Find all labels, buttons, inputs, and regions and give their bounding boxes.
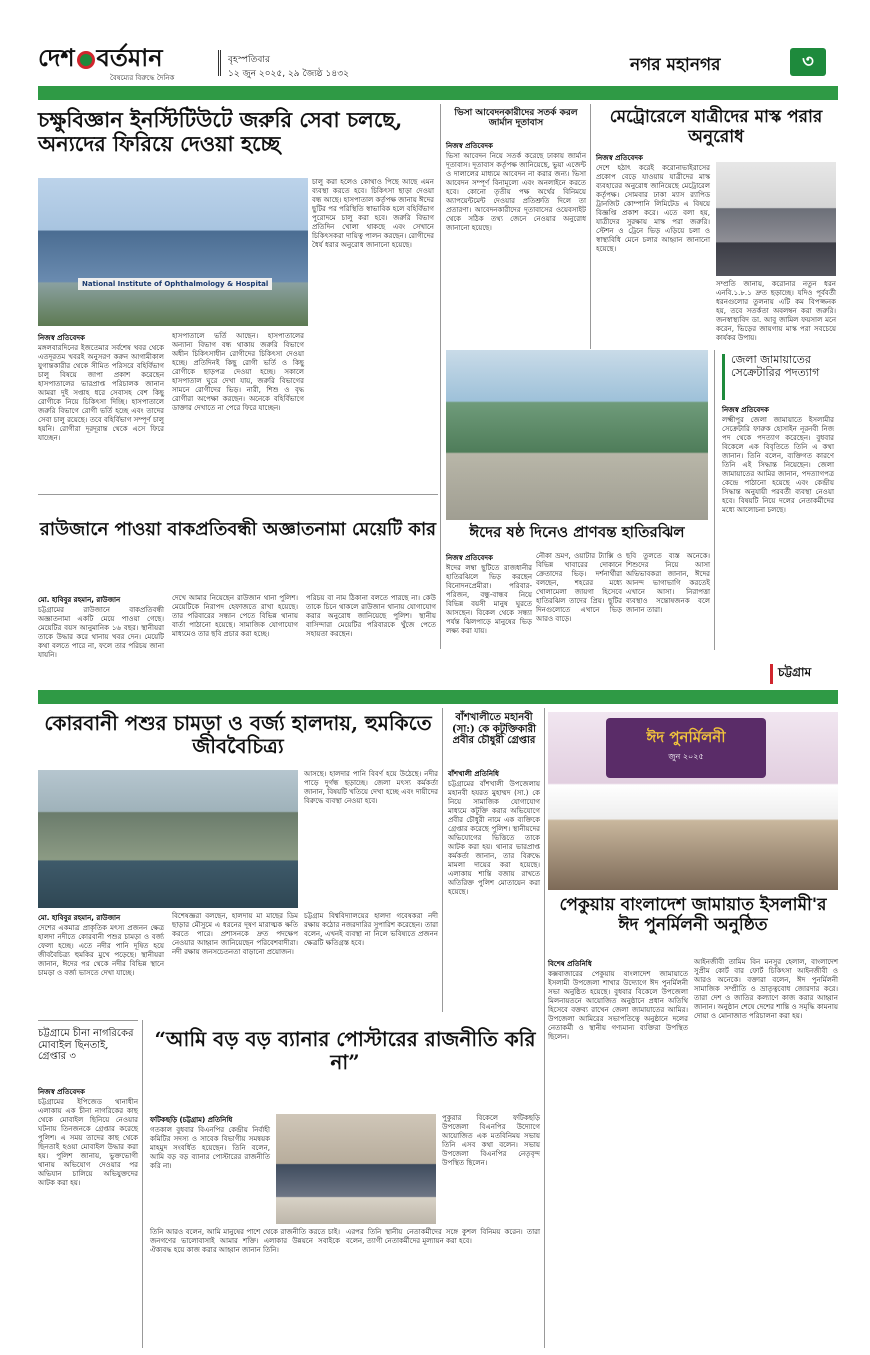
raozan-body2: দেখে আমার নিয়েছেন রাউজান থানা পুলিশ। মেয়েটিকে নিরাপদ হেফাজতে রাখা হয়েছে। তার পরিবারের সন্ধান পেতে বিভিন্ন থানায় বার্তা পাঠানো হয়েছে। সামাজিক যোগাযোগ মাধ্যমেও তার ছবি প্রচার করা হচ্ছে। [172,594,298,638]
pekua-photo [548,712,838,890]
halda-headline: কোরবানী পশুর চামড়া ও বর্জ্য হালদায়, হুমকিতে জীববৈচিত্র্য [44,711,432,758]
visa-headline: ভিসা আবেদনকারীদের সতর্ক করল জার্মান দূতাবাস [454,108,578,129]
building-sign-text: National Institute of Ophthalmology & Hospital [82,280,269,288]
masthead [0,0,870,80]
jamaat-secretary-headline [722,354,834,400]
poster-body4: এরপর তিনি স্থানীয় নেতাকর্মীদের সঙ্গে কুশল বিনিময় করেন। তারা বলেন, ত্যাগী নেতাকর্মীদের মূল্যায়ন করা হবে। [346,1228,540,1245]
halda-photo [38,770,298,908]
chattogram-section-text: চট্টগ্রাম [778,665,812,679]
logo-left-text: দেশ [38,43,75,72]
hatirjheel-body3: ছবি তুলতে ব্যস্ত অনেকে। শিশুদের নিয়ে আসা অভিভাবকরা জানান, ঈদের আনন্দ ভাগাভাগি করতেই এখানে আসা। নিরাপত্তা ব্যবস্থাও সন্তোষজনক বলে জানান তারা। [626,552,710,614]
hatirjheel-byline: নিজস্ব প্রতিবেদক [446,554,493,562]
divider [590,104,591,349]
chattogram-section-label [770,664,811,684]
halda-body4: চট্টগ্রাম বিশ্ববিদ্যালয়ের হালদা গবেষকরা নদী রক্ষায় কঠোর নজরদারির সুপারিশ করেছেন। তারা বলেন, এখনই ব্যবস্থা না নিলে ভবিষ্যতে প্রজনন ক্ষেত্রটি ক্ষতিগ্রস্ত হবে। [304,912,438,947]
halda-body3: আসছে। হালদার পানি বিবর্ণ হয়ে উঠেছে। নদীর পাড়ে দুর্গন্ধ ছড়াচ্ছে। জেলা মৎস্য কর্মকর্তা জানান, বিষয়টি খতিয়ে দেখা হচ্ছে এবং দায়ীদের বিরুদ্ধে ব্যবস্থা নেওয়া হবে। [304,770,438,805]
masthead-divider [218,50,221,76]
pekua-body2: আইনজীবী তামিম বিন মনসুর হেলাল, বাংলাদেশ সুপ্রীম কোর্ট বার ফোর্ট চিকিৎসা আইনজীবী ও আরও অনেকে। বক্তারা বলেন, ঈদ পুনর্মিলনী সামাজিক সম্প্রীতি ও ভ্রাতৃত্ববোধ জোরদার করে। তারা দেশ ও জাতির কল্যাণে কাজ করার আহ্বান জানান। অনুষ্ঠান শেষে দেশের শান্তি ও সমৃদ্ধি কামনায় দোয়া ও মোনাজাত পরিচালনা করা হয়। [694,958,838,1020]
raozan-headline: রাউজানে পাওয়া বাকপ্রতিবন্ধী অজ্ঞাতনামা মেয়েটি কার [39,519,437,540]
halda-body2: বিশেষজ্ঞরা বলছেন, হালদায় মা মাছের ডিম ছাড়ার মৌসুমে এ ধরনের দূষণ মারাত্মক ক্ষতি করতে পারে। প্রশাসনকে দ্রুত পদক্ষেপ নেওয়ার আহ্বান জানিয়েছেন পরিবেশবাদীরা। নদী রক্ষায় জনসচেতনতা বাড়ানো প্রয়োজন। [172,912,298,956]
halda-byline: মো. হাবিবুর রহমান, রাউজান [38,914,121,922]
logo-circle-icon [77,51,95,69]
jamaat-secretary-byline: নিজস্ব প্রতিবেদক [722,406,769,414]
poster-byline: ফটিকছড়ি (চট্টগ্রাম) প্রতিনিধি [150,1116,233,1124]
banshkhali-byline: বাঁশখালী প্রতিনিধি [448,770,499,778]
poster-body3: পুকুরার বিকেলে ফটিকছড়ি উপজেলা বিএনপির উদ্যোগে আয়োজিত এক মতবিনিময় সভায় তিনি এসব কথা বলেন। সভায় উপজেলা বিএনপির নেতৃবৃন্দ উপস্থিত ছিলেন। [442,1114,540,1167]
china-byline: নিজস্ব প্রতিবেদক [38,1088,85,1096]
raozan-byline: মো. হাবিবুর রহমান, রাউজান [38,596,121,604]
divider [142,1020,143,1348]
section-title: নগর মহানগর [630,55,721,75]
poster-headline: “আমি বড় বড় ব্যানার পোস্টারের রাজনীতি করি না” [154,1027,536,1074]
eye-institute-headline: চক্ষুবিজ্ঞান ইনস্টিটিউটে জরুরি সেবা চলছে, অন্যদের ফিরিয়ে দেওয়া হচ্ছে [38,107,403,157]
eye-institute-col3: চালু করা হলেও কোথাও পিছে আছে এমন ব্যবস্থা করতে হবে। চিকিৎসা ছাড়া দেওয়া বন্ধ আছে। হাসপাতাল কর্তৃপক্ষ জানায় ঈদের ছুটির পর পরিস্থিতি স্বাভাবিক হলে বহির্বিভাগ পুরোদমে চালু করা হবে। জরুরি বিভাগ প্রতিদিন খোলা থাকছে এবং সেখানে চিকিৎসকরা দায়িত্ব পালন করছেন। রোগীদের ধৈর্য ধরার অনুরোধ জানানো হয়েছে। [312,178,435,249]
banner-date: জুন ২০২৫ [668,752,704,761]
divider [38,1020,138,1021]
metro-body2: সম্প্রতি জানায়, করোনার নতুন ধরন এনবি.১.৮.১ দ্রুত ছড়াচ্ছে। যদিও পূর্ববর্তী ধরনগুলোর তুলনায় এটি কম বিপজ্জনক হয়, তবে সতর্কতা অবলম্বন করা জরুরি। জনস্বাস্থ্যবিদ ডা. আবু জামিল ফয়সাল মনে করেন, ভিড়ের জায়গায় মাস্ক পরা সবচেয়ে কার্যকর উপায়। [716,280,836,342]
logo-right-text: বর্তমান [96,43,163,72]
metro-headline: মেট্রোরেলে যাত্রীদের মাস্ক পরার অনুরোধ [609,107,823,147]
hatirjheel-body1: ঈদের লম্বা ছুটিতে রাজধানীর হাতিরঝিলে ভিড় করছেন বিনোদনপ্রেমীরা। পরিবার-পরিজন, বন্ধু-বান্ধব নিয়ে বিভিন্ন বয়সী মানুষ ঘুরতে আসছেন। বিকেল থেকে সন্ধ্যা পর্যন্ত ঝিলপাড়ে মানুষের ভিড় লক্ষ্য করা যায়। [446,564,532,635]
divider [714,350,715,650]
hatirjheel-body2: নৌকা ভ্রমণ, ওয়াটার ট্যাক্সি ও বিভিন্ন খাবারের দোকানে ক্রেতাদের ভিড়। দর্শনার্থীরা বলছেন, শহরের মধ্যে খোলামেলা জায়গা হিসেবে হাতিরঝিল তাদের প্রিয়। ছুটির দিনগুলোতে এখানে ভিড় আরও বাড়ে। [536,552,622,623]
banner-title: ঈদ পুনর্মিলনী [646,728,726,746]
header-green-bar [38,86,838,100]
divider [442,708,443,1012]
raozan-body1: চট্টগ্রামের রাউজানে বাকপ্রতিবন্ধী অজ্ঞাতনামা একটি মেয়ে পাওয়া গেছে। মেয়েটির বয়স আনুমানিক ১৬ বছর। স্থানীয়রা তাকে উদ্ধার করে থানায় খবর দেন। মেয়েটি কথা বলতে পারে না, ফলে তার পরিচয় জানা যায়নি। [38,606,164,659]
eye-institute-photo [38,178,308,326]
visa-byline: নিজস্ব প্রতিবেদক [446,142,493,150]
banshkhali-body: চট্টগ্রামের বাঁশখালী উপজেলায় মহানবী হযরত মুহাম্মদ (সা.) কে নিয়ে সামাজিক যোগাযোগ মাধ্যমে কটূক্তি করার অভিযোগে প্রবীর চৌধুরী নামে এক ব্যক্তিকে গ্রেপ্তার করেছে পুলিশ। স্থানীয়দের অভিযোগের ভিত্তিতে তাকে আটক করা হয়। থানার ভারপ্রাপ্ত কর্মকর্তা জানান, তার বিরুদ্ধে মামলা দায়ের করা হয়েছে। এলাকায় শান্তি বজায় রাখতে অতিরিক্ত পুলিশ মোতায়েন করা হয়েছে। [448,780,540,896]
logo [38,43,163,72]
logo-tagline: বৈষম্যের বিরুদ্ধে দৈনিক [110,74,175,82]
hatirjheel-headline: ঈদের ষষ্ঠ দিনেও প্রাণবন্ত হাতিরঝিল [469,523,685,541]
metro-body1: দেশে হঠাৎ করেই করোনাভাইরাসের প্রকোপ বেড়ে যাওয়ায় যাত্রীদের মাস্ক ব্যবহারের অনুরোধ জানিয়েছে মেট্রোরেল কর্তৃপক্ষ। সোমবার ঢাকা ম্যাস র‍্যাপিড ট্রানজিট কোম্পানি লিমিটেড এ বিষয়ে বিজ্ঞপ্তি প্রকাশ করে। এতে বলা হয়, যাত্রীদের সুরক্ষায় মাস্ক পরা জরুরি। স্টেশন ও ট্রেনে ভিড় এড়িয়ে চলা ও স্বাস্থ্যবিধি মেনে চলার আহ্বান জানানো হয়েছে। [596,164,710,253]
banshkhali-headline: বাঁশখালীতে মহানবী (সা:) কে কটূক্তিকারী প্রবীর চৌধুরী গ্রেপ্তার [452,712,536,746]
divider [440,104,441,649]
pekua-headline: পেকুয়ায় বাংলাদেশ জামায়াত ইসলামী'র ঈদ পুনর্মিলনী অনুষ্ঠিত [559,895,827,935]
poster-photo [276,1114,436,1224]
metro-byline: নিজস্ব প্রতিবেদক [596,154,643,162]
metro-photo [716,162,836,276]
divider [544,708,545,1348]
hatirjheel-photo [446,350,708,520]
jamaat-secretary-headline-text: জেলা জামায়াতের সেক্রেটারির পদত্যাগ [731,353,820,379]
page-number-badge [790,48,826,76]
raozan-body3: পরিচয় বা নাম ঠিকানা বলতে পারছে না। কেউ তাকে চিনে থাকলে রাউজান থানায় যোগাযোগ করার অনুরোধ জানিয়েছে পুলিশ। স্থানীয় বাসিন্দারা মেয়েটির পরিবারকে খুঁজে পেতে সহায়তা করছেন। [306,594,436,638]
halda-body1: দেশের একমাত্র প্রাকৃতিক মৎস্য প্রজনন ক্ষেত্র হালদা নদীতে কোরবানী পশুর চামড়া ও বর্জ্য ফেলা হচ্ছে। এতে নদীর পানি দূষিত হয়ে জীববৈচিত্র্য হুমকির মুখে পড়েছে। স্থানীয়রা জানান, ঈদের পর থেকে নদীর বিভিন্ন স্থানে চামড়া ও বর্জ্য ভাসতে দেখা যাচ্ছে। [38,924,164,977]
eye-institute-byline: নিজস্ব প্রতিবেদক [38,334,85,342]
building-sign [78,278,272,290]
china-body: চট্টগ্রামের ইপিজেড থানাধীন এলাকায় এক চীনা নাগরিকের কাছ থেকে মোবাইল ছিনিয়ে নেওয়ার ঘটনায় তিনজনকে গ্রেপ্তার করেছে পুলিশ। এ সময় তাদের কাছ থেকে ছিনতাই হওয়া মোবাইল উদ্ধার করা হয়। পুলিশ জানায়, ভুক্তভোগী থানায় অভিযোগ দেওয়ার পর অভিযান চালিয়ে অভিযুক্তদের আটক করা হয়। [38,1098,138,1187]
issue-day: বৃহস্পতিবার [228,55,270,65]
jamaat-secretary-body: লক্ষ্মীপুর জেলা জামায়াতে ইসলামীর সেক্রেটারি ফারুক হোসাইন নূরনবী নিজ পদ থেকে পদত্যাগ করেছেন। বুধবার বিকেলে এক বিবৃতিতে তিনি এ কথা জানান। তিনি বলেন, ব্যক্তিগত কারণে তিনি এই সিদ্ধান্ত নিয়েছেন। জেলা জামায়াতের আমির জানান, পদত্যাগপত্র কেন্দ্রে পাঠানো হয়েছে এবং কেন্দ্রীয় সিদ্ধান্ত অনুযায়ী পরবর্তী ব্যবস্থা নেওয়া হবে। বিষয়টি নিয়ে দলের নেতাকর্মীদের মধ্যে আলোচনা চলছে। [722,416,834,514]
page-number: ৩ [802,51,814,72]
section-green-bar [38,690,838,704]
eye-institute-col2: হাসপাতালে ভর্তি আছেন। হাসপাতালের অন্যান্য বিভাগ বন্ধ থাকায় জরুরি বিভাগে অধীন চিকিৎসাধীন রোগীদের চিকিৎসা দেওয়া হচ্ছে। প্রতিদিনই কিছু রোগী ভর্তি ও কিছু রোগীকে ছাড়পত্র দেওয়া হচ্ছে। সকালে হাসপাতাল ঘুরে দেখা যায়, জরুরি বিভাগের সামনে রোগীদের ভিড়। নারী, শিশু ও বৃদ্ধ রোগীরা অপেক্ষা করছেন। অনেকে বহির্বিভাগে ডাক্তার দেখাতে না পেরে ফিরে যাচ্ছেন। [172,332,304,412]
eye-institute-col1: মঙ্গলবারদিনের ইজতেমার সর্বশেষ খবর থেকে এতদূরতম খবরই অনুসরণ করুন আগামীকাল যুগান্তকারীর থেকে সীমিত পরিসরে বহির্বিভাগ চালু বিষয়ে জাপা প্রকাশ করেছেন হাসপাতালের ভারপ্রাপ্ত পরিচালক জানান আমরা দুই সপ্তাহ ধরে সেবাসহ বেশ কিছু রোগীকে নিয়ে চিকিৎসা দিচ্ছি। হাসপাতালে জরুরি বিভাগে রোগী ভর্তি হচ্ছে এবং তাদের সেবা চালু রয়েছে। তবে বহির্বিভাগ সম্পূর্ণ চালু হয়নি। রোগীরা দূরদূরান্ত থেকে এসে ফিরে যাচ্ছেন। [38,344,164,442]
visa-body: ভিসা আবেদন নিয়ে সতর্ক করেছে ঢাকায় জার্মান দূতাবাস। দূতাবাস কর্তৃপক্ষ জানিয়েছে, ভুয়া এজেন্ট ও দালালের মাধ্যমে আবেদন না করার জন্য। ভিসা আবেদন সম্পূর্ণ বিনামূল্যে এবং অনলাইনে করতে হবে। কোনো তৃতীয় পক্ষ অর্থের বিনিময়ে অ্যাপয়েন্টমেন্ট দেওয়ার প্রতিশ্রুতি দিলে তা প্রতারণা। আবেদনকারীদের দূতাবাসের ওয়েবসাইট থেকে সঠিক তথ্য জেনে নেওয়ার অনুরোধ জানানো হয়েছে। [446,152,586,232]
pekua-byline: বিশেষ প্রতিনিধি [548,960,592,968]
divider [38,494,438,495]
event-banner [606,718,766,778]
pekua-body1: কক্সবাজারের পেকুয়ায় বাংলাদেশ জামায়াতে ইসলামী উপজেলা শাখার উদ্যোগে ঈদ পুনর্মিলনী সভা অনুষ্ঠিত হয়েছে। বুধবার বিকেলে উপজেলা মিলনায়তনে আয়োজিত অনুষ্ঠানে প্রধান অতিথি হিসেবে বক্তব্য রাখেন জেলা জামায়াতের আমির। উপজেলা আমিরের সভাপতিত্বে অনুষ্ঠানে দলের নেতাকর্মী ও স্থানীয় গণ্যমান্য ব্যক্তিরা উপস্থিত ছিলেন। [548,970,688,1041]
poster-body2: তিনি আরও বলেন, আমি মানুষের পাশে থেকে রাজনীতি করতে চাই। জনগণের ভালোবাসাই আমার শক্তি। এলাকার উন্নয়নে সবাইকে ঐক্যবদ্ধ হয়ে কাজ করার আহ্বান জানান তিনি। [150,1228,340,1254]
issue-date: ১২ জুন ২০২৫, ২৯ জ্যৈষ্ঠ ১৪৩২ [228,69,349,79]
china-headline: চট্টগ্রামে চীনা নাগরিকের মোবাইল ছিনতাই, গ্রেপ্তার ৩ [38,1028,134,1062]
poster-body1: গতকাল বুধবার বিএনপির কেন্দ্রীয় নির্বাহী কমিটির সদস্য ও সাবেক বিভাগীয় সমন্বয়ক মাহমুদ সংবর্ধিত হয়েছেন। তিনি বলেন, আমি বড় বড় ব্যানার পোস্টারের রাজনীতি করি না। [150,1126,270,1170]
